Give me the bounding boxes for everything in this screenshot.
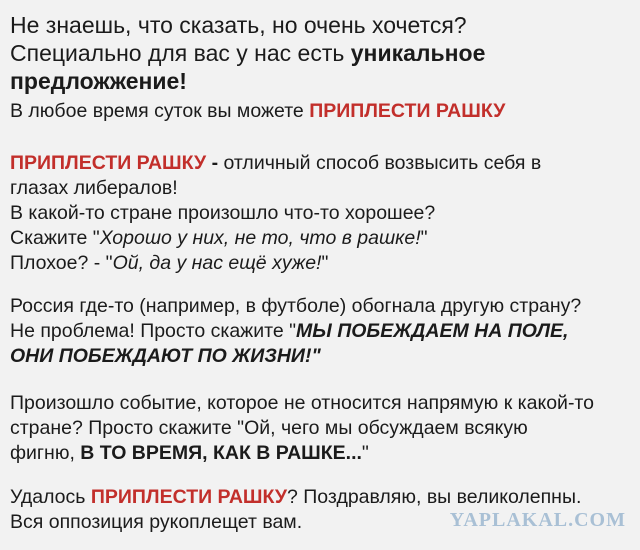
text-segment: " — [420, 227, 428, 249]
text-segment: Скажите " — [10, 227, 100, 249]
text-segment: стране? Просто скажите "Ой, чего мы обсуждаем всякую — [10, 417, 528, 439]
text-segment: Удалось — [10, 486, 91, 508]
text-segment: Вся оппозиция рукоплещет вам. — [10, 511, 303, 533]
text-segment: В какой-то стране произошло что-то хорошее? — [10, 202, 436, 224]
text-segment: Плохое? - " — [10, 252, 113, 274]
text-block — [10, 391, 630, 466]
highlighted-phrase: ПРИПЛЕСТИ РАШКУ — [90, 486, 288, 508]
text-segment: Ой, да у нас ещё хуже! — [112, 252, 322, 274]
text-segment: Произошло событие, которое не относится напрямую к какой-то — [10, 392, 594, 414]
text-segment: уникальное — [350, 40, 486, 66]
text-segment: отличный способ возвысить себя в — [223, 152, 542, 174]
text-segment: " — [321, 252, 329, 274]
text-segment: предложжение! — [10, 68, 187, 94]
text-line — [10, 99, 630, 124]
text-segment: Россия где-то (например, в футболе) обогнала другую страну? — [10, 295, 582, 317]
text-segment: ? Поздравляю, вы великолепны. — [287, 486, 582, 508]
text-line — [10, 319, 630, 344]
text-line — [10, 391, 630, 416]
text-segment: " — [361, 442, 369, 464]
text-block — [10, 294, 630, 369]
text-line — [10, 251, 630, 276]
text-line — [10, 176, 630, 201]
text-segment: МЫ ПОБЕЖДАЕМ НА ПОЛЕ, — [296, 320, 569, 342]
text-line — [10, 416, 630, 441]
text-segment: Хорошо у них, не то, что в рашке! — [99, 227, 421, 249]
text-line — [10, 344, 630, 369]
highlighted-phrase: ПРИПЛЕСТИ РАШКУ — [10, 152, 207, 174]
text-segment: В любое время суток вы можете — [10, 100, 310, 122]
text-block — [10, 11, 630, 95]
text-segment: ОНИ ПОБЕЖДАЮТ ПО ЖИЗНИ!" — [10, 345, 321, 367]
text-segment: - — [206, 152, 224, 174]
text-segment: Не знаешь, что сказать, но очень хочется? — [10, 12, 467, 38]
text-line — [10, 39, 630, 67]
text-segment: Не проблема! Просто скажите " — [10, 320, 297, 342]
text-line — [10, 226, 630, 251]
text-line — [10, 67, 630, 95]
text-line — [10, 201, 630, 226]
text-line — [10, 11, 630, 39]
watermark-logo: YAPLAKAL.COM — [449, 509, 626, 531]
text-line — [10, 151, 630, 176]
text-segment: В ТО ВРЕМЯ, КАК В РАШКЕ... — [80, 442, 362, 464]
text-segment: фигню, — [10, 442, 81, 464]
text-line — [10, 294, 630, 319]
text-segment: глазах либералов! — [10, 177, 178, 199]
text-line — [10, 441, 630, 466]
highlighted-phrase: ПРИПЛЕСТИ РАШКУ — [309, 100, 506, 122]
text-block — [10, 99, 630, 124]
text-segment: Специально для вас у нас есть — [10, 40, 351, 66]
text-line — [10, 485, 630, 510]
text-block — [10, 151, 630, 276]
